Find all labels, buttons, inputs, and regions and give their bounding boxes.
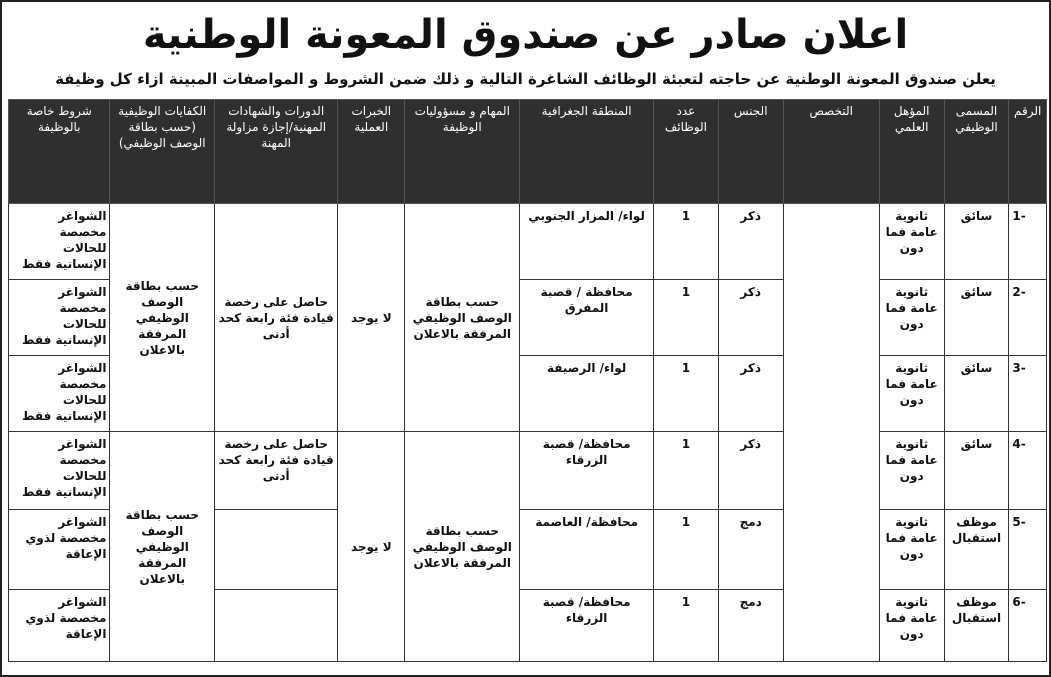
- header-conditions: شروط خاصة بالوظيفة: [9, 100, 110, 204]
- group1-experience: لا يوجد: [338, 204, 405, 432]
- row-qualification: ثانوية عامة فما دون: [879, 432, 944, 510]
- row-count: 1: [654, 432, 719, 510]
- header-job-title: المسمى الوظيفي: [944, 100, 1009, 204]
- row-num: -5: [1009, 510, 1047, 590]
- row-region: محافظة/ قصبة الزرقاء: [520, 590, 654, 662]
- row-num: -2: [1009, 280, 1047, 356]
- jobs-table: [8, 99, 1047, 662]
- page-subtitle: يعلن صندوق المعونة الوطنية عن حاجته لتعبئة الوظائف الشاغرة التالية و ذلك ضمن الشروط و المواصفات المبينة ازاء كل وظيفة: [55, 70, 996, 88]
- row-job-title: سائق: [944, 204, 1009, 280]
- row-gender: دمج: [718, 510, 783, 590]
- row-region: محافظة/ قصبة الزرقاء: [520, 432, 654, 510]
- group2-experience: لا يوجد: [338, 432, 405, 662]
- table-row: [9, 204, 1047, 280]
- row-gender: ذكر: [718, 204, 783, 280]
- row-num: -1: [1009, 204, 1047, 280]
- table-row: [9, 432, 1047, 510]
- row-courses-empty: [215, 510, 338, 590]
- header-specialization: التخصص: [783, 100, 879, 204]
- row-specialization: [783, 204, 879, 662]
- group1-courses: حاصل على رخصة قيادة فئة رابعة كحد أدنى: [215, 204, 338, 432]
- row-num: -3: [1009, 356, 1047, 432]
- row-qualification: ثانوية عامة فما دون: [879, 204, 944, 280]
- row-count: 1: [654, 204, 719, 280]
- group1-competencies: حسب بطاقة الوصف الوظيفي المرفقة بالاعلان: [110, 204, 215, 432]
- row-job-title: سائق: [944, 356, 1009, 432]
- row-num: -6: [1009, 590, 1047, 662]
- row-qualification: ثانوية عامة فما دون: [879, 280, 944, 356]
- row-region: محافظة/ العاصمة: [520, 510, 654, 590]
- row-gender: ذكر: [718, 280, 783, 356]
- row-count: 1: [654, 590, 719, 662]
- row-conditions: الشواغر مخصصة للحالات الإنسانية فقط: [9, 204, 110, 280]
- group2-courses: حاصل على رخصة قيادة فئة رابعة كحد أدنى: [215, 432, 338, 510]
- row-count: 1: [654, 510, 719, 590]
- row-count: 1: [654, 280, 719, 356]
- row-count: 1: [654, 356, 719, 432]
- row-gender: دمج: [718, 590, 783, 662]
- row-region: محافظة / قصبة المفرق: [520, 280, 654, 356]
- group2-competencies: حسب بطاقة الوصف الوظيفي المرفقة بالاعلان: [110, 432, 215, 662]
- header-region: المنطقة الجغرافية: [520, 100, 654, 204]
- row-qualification: ثانوية عامة فما دون: [879, 356, 944, 432]
- row-region: لواء/ الرصيفة: [520, 356, 654, 432]
- row-job-title: سائق: [944, 432, 1009, 510]
- row-gender: ذكر: [718, 432, 783, 510]
- row-courses-empty: [215, 590, 338, 662]
- header-count: عدد الوظائف: [654, 100, 719, 204]
- row-qualification: ثانوية عامة فما دون: [879, 510, 944, 590]
- table-header-row: [9, 100, 1047, 204]
- row-job-title: سائق: [944, 280, 1009, 356]
- page-title: اعلان صادر عن صندوق المعونة الوطنية: [142, 12, 909, 58]
- group1-tasks: حسب بطاقة الوصف الوظيفي المرفقة بالاعلان: [405, 204, 520, 432]
- row-qualification: ثانوية عامة فما دون: [879, 590, 944, 662]
- row-conditions: الشواغر مخصصة للحالات الإنسانية فقط: [9, 356, 110, 432]
- header-num: الرقم: [1009, 100, 1047, 204]
- row-conditions: الشواغر مخصصة لذوي الإعاقة: [9, 590, 110, 662]
- header-gender: الجنس: [718, 100, 783, 204]
- header-courses: الدورات والشهادات المهنية/إجازة مزاولة المهنة: [215, 100, 338, 204]
- row-job-title: موظف استقبال: [944, 590, 1009, 662]
- header-experience: الخبرات العملية: [338, 100, 405, 204]
- header-tasks: المهام و مسؤوليات الوظيفة: [405, 100, 520, 204]
- row-num: -4: [1009, 432, 1047, 510]
- row-gender: ذكر: [718, 356, 783, 432]
- row-job-title: موظف استقبال: [944, 510, 1009, 590]
- row-conditions: الشواغر مخصصة للحالات الإنسانية فقط: [9, 280, 110, 356]
- header-competencies: الكفايات الوظيفية (حسب بطاقة الوصف الوظيفي): [110, 100, 215, 204]
- row-region: لواء/ المزار الجنوبي: [520, 204, 654, 280]
- row-conditions: الشواغر مخصصة لذوي الإعاقة: [9, 510, 110, 590]
- group2-tasks: حسب بطاقة الوصف الوظيفي المرفقة بالاعلان: [405, 432, 520, 662]
- header-qualification: المؤهل العلمي: [879, 100, 944, 204]
- row-conditions: الشواغر مخصصة للحالات الإنسانية فقط: [9, 432, 110, 510]
